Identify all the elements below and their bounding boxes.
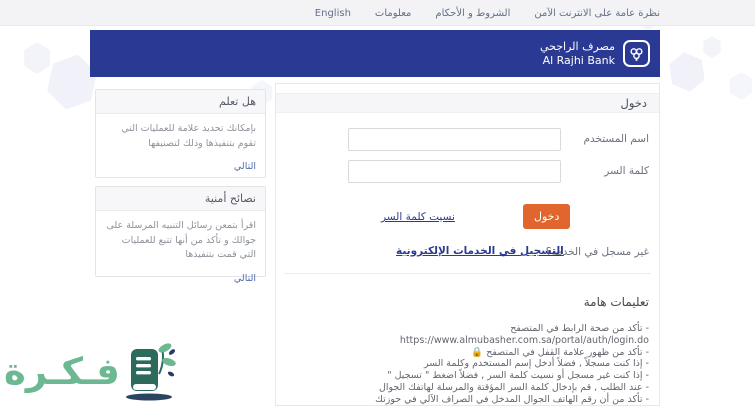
security-tips-next-link[interactable]: التالي — [233, 273, 256, 285]
instruction-item: - إذا كنت مسجلاً , فضلاً أدخل إسم المستخدم وكلمة السر — [423, 358, 649, 370]
not-registered-text: غير مسجل في الخدمة؟ — [545, 246, 649, 258]
instruction-item: - عند الطلب , قم بإدخال كلمة السر المؤقتة والمرسلة لهاتفك الجوال — [378, 381, 649, 393]
palm-emblem-icon — [628, 45, 645, 62]
topbar-links — [315, 0, 660, 26]
security-tips-body: اقرأ بتمعن رسائل التنبيه المرسلة على جوالك و تأكد من أنها تتبع للعمليات التي قمت بتنفيذها — [106, 220, 256, 261]
security-tips-card — [95, 186, 266, 285]
login-panel — [275, 83, 660, 406]
section-divider — [284, 273, 651, 274]
did-you-know-title: هل تعلم — [96, 90, 265, 114]
bank-header — [90, 30, 660, 77]
topbar-link-terms-conditions[interactable]: الشروط و الأحكام — [435, 7, 511, 19]
bank-emblem-icon — [623, 40, 650, 67]
did-you-know-body: بإمكانك تحديد علامة للعمليات التي تقوم بتنفيذها وذلك لتصنيفها — [121, 123, 256, 149]
username-input[interactable] — [348, 128, 561, 151]
fekra-watermark — [4, 340, 178, 402]
bank-name-english: Al Rajhi Bank — [542, 53, 615, 67]
instruction-item: - تأكد من صحة الرابط في المتصفح https://www.almubasher.com.sa/portal/auth/login.do — [399, 323, 649, 346]
instruction-item: - تأكد من أن رقم الهاتف الجوال المدخل في الصراف الآلي في حوزتك — [375, 393, 649, 405]
instructions-title: تعليمات هامة — [583, 295, 649, 309]
topbar-link-secure-internet-overview[interactable]: نظرة عامة على الانترنت الآمن — [534, 7, 660, 19]
did-you-know-next-link[interactable]: التالي — [233, 161, 256, 173]
password-label: كلمة السر — [604, 165, 649, 177]
hexagon-decoration — [728, 72, 754, 100]
hexagon-decoration — [702, 36, 722, 58]
username-label: اسم المستخدم — [583, 133, 649, 145]
did-you-know-card — [95, 89, 266, 178]
hexagon-decoration — [665, 50, 708, 95]
top-utility-bar — [0, 0, 755, 26]
topbar-link-information[interactable]: معلومات — [374, 7, 412, 19]
fekra-watermark-text: فـكـرة — [4, 349, 120, 393]
hexagon-decoration — [22, 42, 52, 74]
bank-name-arabic: مصرف الراجحي — [539, 39, 615, 53]
forgot-password-link[interactable]: نسيت كلمة السر — [381, 211, 455, 223]
topbar-link-english[interactable]: English — [314, 7, 351, 19]
login-section-title: دخول — [276, 93, 659, 113]
instruction-item: - إذا كنت غير مسجل أو نسيت كلمة السر , فضلاً اضغط " تسجيل " — [387, 370, 649, 382]
fekra-book-plant-icon — [122, 340, 178, 402]
register-eservices-link[interactable]: التسجيل في الخدمات الإلكترونية — [396, 245, 564, 257]
login-button[interactable]: دخول — [523, 204, 570, 229]
security-tips-title: نصائح أمنية — [96, 187, 265, 211]
bank-logo — [540, 40, 650, 68]
bank-logo-text — [540, 40, 615, 68]
instructions-list — [282, 323, 649, 406]
instruction-item: - تأكد من ظهور علامة القفل في المتصفح 🔒 — [471, 346, 649, 358]
password-input[interactable] — [348, 160, 561, 183]
